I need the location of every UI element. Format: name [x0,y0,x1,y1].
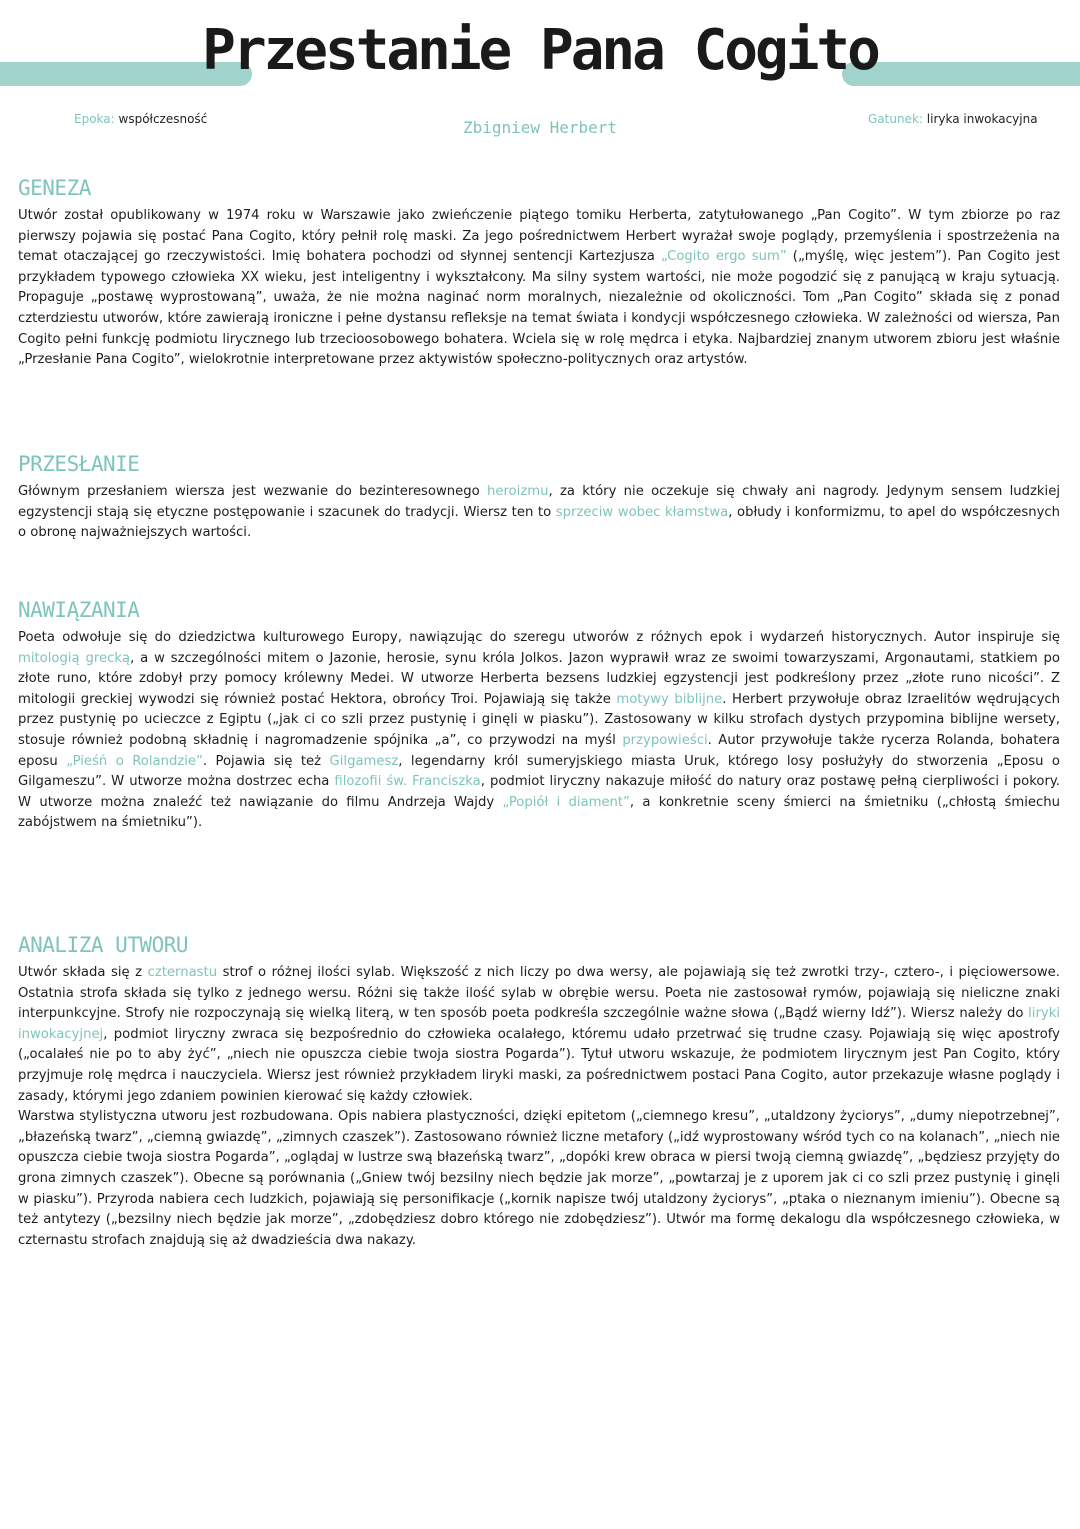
highlight-term: sprzeciw wobec kłamstwa [555,504,729,520]
genre-label: Gatunek: [868,112,923,126]
genre-info [868,112,1038,126]
section-body [18,628,1060,834]
highlight-term: filozofii św. Franciszka [334,774,481,790]
highlight-term: Gilgamesz [329,753,399,769]
body-text: Warstwa stylistyczna utworu jest rozbudowana. Opis nabiera plastyczności, dzięki epitetom („ciemnego kresu”, „utaldzony życiorys”, „dumy niepotrzebnej”, „błazeńską twarz”, „ciemną gwiazdę”, „zimnych czaszek”). Zastosowano również liczne metafory („idź wyprostowany wśród tych co na kolanach”, „niech nie opuszcza ciebie twoja siostra Pogarda”, „oglądaj w lustrze swą błazeńską twarz”, „dopóki krew obraca w piersi twoją ciemną gwiazdę”, „będziesz przyjęty do grona zimnych czaszek”). Obecne są porównania („Gniew twój bezsilny niech będzie jak morze”, „powtarzaj je z uporem jak ci co szli przez pustynię i ginęli w piasku”). Przyroda nabiera cech ludzkich, pojawiają się personifikacje („kornik napisze twój utaldzony życiorys”, „ptaka o nieznanym imieniu”). Obecne są też antytezy („bezsilny niech będzie jak morze”, „zdobędziesz dobro którego nie zdobędziesz”). Utwór ma formę dekalogu dla współczesnego człowieka, w czternastu strofach znajdują się aż dwadzieścia dwa nakazy. [18,1109,1060,1248]
body-text: . Autor przywołuje także rycerza Rolanda, bohatera eposu [18,732,1060,769]
body-text: , a w szczególności mitem o Jazonie, herosie, synu króla Jolkos. Jazon wyprawił wraz ze swoimi towarzyszami, Argonautami, statkiem po złote runo, które zdobył przy pomocy królewny Medei. W utworze Herberta bezsens ludzkiej egzystencji jest podkreślony przez „złote runo nicości”. Z mitologii greckiej wywodzi się również postać Hektora, obrońcy Troi. Pojawiają się także [18,650,1060,707]
highlight-term: „Popiół i diament” [502,794,630,810]
author-name: Zbigniew Herbert [462,118,618,137]
section-geneza [18,176,1060,371]
highlight-term: czternastu [147,965,218,980]
body-text: strof o różnej ilości sylab. Większość z nich liczy po dwa wersy, ale pojawiają się też zwrotki trzy-, cztero-, i pięciowersowe. Ostatnia strofa składa się tylko z jednego wersu. Różni się także ilość sylab w obrębie wersu. Poeta nie zastosował rymów, pojawiają się nieliczne znaki interpunkcyjne. Strofy nie rozpoczynają się wielką literą, w ten sposób poeta podkreśla szczególnie ważne słowa („Bądź wierny Idź”). Wiersz należy do [18,965,1060,1022]
body-text: . Herbert przywołuje obraz Izraelitów wędrujących przez pustynię po ucieczce z Egiptu („jak ci co szli przez pustynię i ginęli w piasku”). Zastosowany w kilku strofach dystych przypomina biblijne wersety, stosuje również podobną składnię i nagromadzenie spójnika „a”, co przywodzi na myśl [18,691,1060,748]
body-text: , obłudy i konformizmu, to apel do współczesnych o obronę najważniejszych wartości. [18,504,1061,541]
section-heading: PRZESŁANIE [18,452,140,476]
section-heading: NAWIĄZANIA [18,598,140,622]
epoch-label: Epoka: [74,112,115,126]
body-text: , podmiot liryczny zwraca się bezpośrednio do człowieka ocalałego, któremu udało przetrwać się trudne czasy. Pojawiają się więc apostrofy („ocalałeś nie po to aby żyć”, „niech nie opuszcza ciebie twoja siostra Pogarda”). Tytuł utworu wskazuje, że podmiotem lirycznym jest Pan Cogito, który przyjmuje rolę mędrca i nauczyciela. Wiersz jest również przykładem liryki maski, za pośrednictwem postaci Pana Cogito, autor przekazuje własne poglądy i zasady, którymi jego zdaniem powinien kierować się każdy człowiek. [18,1026,1060,1104]
section-body [18,963,1060,1107]
highlight-term: mitologią grecką [18,650,131,666]
highlight-term: przypowieści [622,732,708,748]
section-nawiazania [18,598,1060,834]
body-text: („myślę, więc jestem”). Pan Cogito jest przykładem typowego człowieka XX wieku, jest inteligentny i wykształcony. Ma silny system wartości, nie może pogodzić się z panującą w kraju sytuacją. Propaguje „postawę wyprostowaną”, uważa, że nie można naginać norm moralnych, niezależnie od okoliczności. Tom „Pan Cogito” składa się z ponad czterdziestu utworów, które zawierają ironiczne i pełne dystansu refleksje na temat świata i kondycji współczesnego człowieka. W zależności od wiersza, Pan Cogito pełni funkcję podmiotu lirycznego lub trzecioosobowego bohatera. Wciela się w rolę mędrca i etyka. Najbardziej znanym utworem zbioru jest właśnie „Przesłanie Pana Cogito”, wielokrotnie interpretowane przez aktywistów społeczno-politycznych oraz artystów. [18,249,1060,368]
highlight-term: „Cogito ergo sum” [661,249,787,265]
genre-value: liryka inwokacyjna [926,112,1038,126]
epoch-value: współczesność [118,112,208,126]
section-body [18,482,1060,544]
body-text: . Pojawia się też [202,753,330,769]
body-text: Poeta odwołuje się do dziedzictwa kulturowego Europy, nawiązując do szeregu utworów z różnych epok i wydarzeń historycznych. Autor inspiruje się [18,630,1060,645]
highlight-term: heroizmu [487,484,549,499]
epoch-info [74,112,207,126]
highlight-term: „Pieśń o Rolandzie” [66,753,203,769]
section-przeslanie [18,452,1060,544]
body-text: , legendarny król sumeryjskiego miasta Uruk, którego losy posłużyły do stworzenia „Eposu o Gilgameszu”. W utworze można dostrzec echa [18,753,1060,790]
body-text: , za który nie oczekuje się chwały ani nagrody. Jedynym sensem ludzkiej egzystencji stają się etyczne postępowanie i szacunek do tradycji. Wiersz ten to [18,484,1060,520]
body-text: Głównym przesłaniem wiersza jest wezwanie do bezinteresownego [18,484,487,499]
body-text: Utwór składa się z [18,965,148,980]
highlight-term: liryki inwokacyjnej [18,1006,1060,1042]
section-analiza [18,933,1060,1251]
body-text: Utwór został opublikowany w 1974 roku w Warszawie jako zwieńczenie piątego tomiku Herberta, zatytułowanego „Pan Cogito”. W tym zbiorze po raz pierwszy pojawia się postać Pana Cogito, który pełnił rolę maski. Za jego pośrednictwem Herbert wyrażał swoje poglądy, przemyślenia i spostrzeżenia na temat otaczającej go rzeczywistości. Imię bohatera pochodzi od słynnej sentencji Kartezjusza [18,208,1060,265]
page-title: Przestanie Pana Cogito [202,18,878,83]
section-heading: GENEZA [18,176,91,200]
body-text: , a konkretnie sceny śmierci na śmietniku („chłostą śmiechu zabójstwem na śmietniku”). [18,794,1060,831]
section-body [18,206,1060,371]
body-text: , podmiot liryczny nakazuje miłość do natury oraz postawę pełną cierpliwości i pokory. W utworze można znaleźć też nawiązanie do filmu Andrzeja Wajdy [18,774,1060,810]
section-body-2 [18,1107,1060,1251]
section-heading: ANALIZA UTWORU [18,933,189,957]
highlight-term: motywy biblijne [616,691,723,707]
